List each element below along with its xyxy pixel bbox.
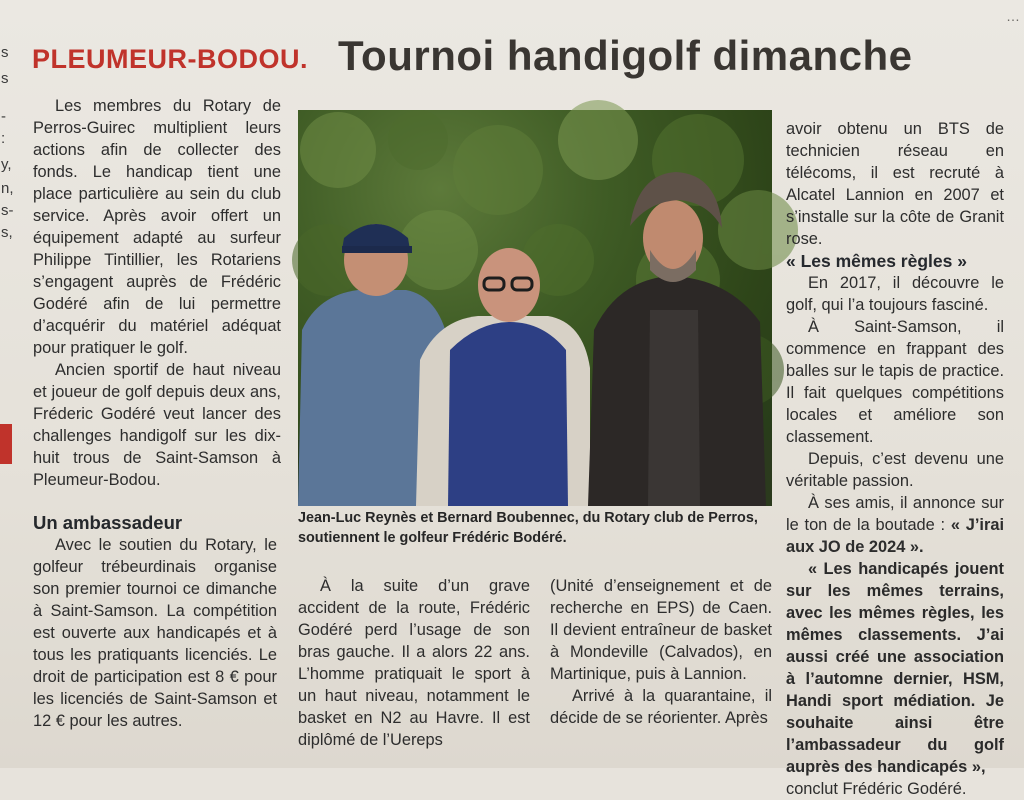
section-color-tab — [0, 424, 12, 464]
paragraph: Avec le soutien du Rotary, le golfeur trébeurdinais organise son premier tournoi ce dimanche à Saint-Samson. La compétition est ouverte aux handicapés et à tous les pratiquants licenciés. Le droit de participation est 8 € pour les licenciés de Saint-Samson et 12 € pour les autres. — [33, 536, 277, 730]
adjacent-column-fragment: s s - : y, n, s- s, — [1, 44, 14, 241]
quote-attribution: conclut Frédéric Godéré. — [786, 780, 967, 798]
subheading-ambassadeur: Un ambassadeur — [33, 512, 183, 533]
paragraph: À ses amis, il annonce sur le ton de la boutade : « J’irai aux JO de 2024 ». — [786, 494, 1004, 556]
paragraph: Depuis, c’est devenu une véritable passion. — [786, 450, 1004, 490]
pull-quote: « Les handicapés jouent sur les mêmes terrains, avec les mêmes règles, les mêmes classements. J’ai aussi créé une association à l’automne dernier, HSM, Handi sport médiation. Je souhaite ainsi être l’ambassadeur du golf auprès des handicapés », — [786, 560, 1004, 776]
column-3 — [550, 575, 772, 729]
article-photo — [298, 110, 772, 506]
paragraph: Ancien sportif de haut niveau et joueur de golf depuis deux ans, Fréderic Godéré veut lancer des challenges handigolf sur les dix-huit trous de Saint-Samson à Pleumeur-Bodou. — [33, 361, 281, 489]
column-2 — [298, 575, 530, 751]
adjacent-article-fragment: … — [1006, 8, 1020, 24]
paragraph: À Saint-Samson, il commence en frappant des balles sur le tapis de practice. Il fait quelques compétitions locales et améliore son classement. — [786, 318, 1004, 446]
location-kicker: PLEUMEUR-BODOU. — [32, 44, 308, 74]
paragraph: Les membres du Rotary de Perros-Guirec multiplient leurs actions afin de collecter des fonds. Le handicap tient une place particulière au sein du club service. Après avoir offert un équipement adapté au surfeur Philippe Tintillier, les Rotariens s’engagent auprès de Frédéric Godéré afin de lui permettre d’acquérir du matériel adéquat pour pratiquer le golf. — [33, 97, 281, 357]
paragraph: avoir obtenu un BTS de technicien réseau en télécoms, il est recruté à Alcatel Lannion en 2007 et s’installe sur la côte de Granit rose. — [786, 120, 1004, 248]
inline-quote: « J’irai aux JO de 2024 ». — [786, 516, 1004, 556]
paragraph: En 2017, il découvre le golf, qui l’a toujours fasciné. — [786, 274, 1004, 314]
column-4 — [786, 118, 1004, 800]
paragraph: À la suite d’un grave accident de la route, Frédéric Godéré perd l’usage de son bras gauche. Il a alors 22 ans. L’homme pratiquait le sport à un haut niveau, notamment le basket en N2 au Havre. Il est diplômé de l’Uereps — [298, 577, 530, 749]
article-header — [32, 30, 1012, 90]
article-title: Tournoi handigolf dimanche — [338, 32, 913, 79]
column-1-bottom — [33, 512, 277, 732]
subheading-memes-regles: « Les mêmes règles » — [786, 251, 967, 271]
paragraph: Arrivé à la quarantaine, il décide de se réorienter. Après — [550, 687, 772, 727]
photo-caption: Jean-Luc Reynès et Bernard Boubennec, du Rotary club de Perros, soutiennent le golfeur Frédéric Bodéré. — [298, 510, 758, 546]
paragraph: (Unité d’enseignement et de recherche en EPS) de Caen. Il devient entraîneur de basket à Mondeville (Calvados), en Martinique, puis à Lannion. — [550, 577, 772, 683]
column-1 — [33, 95, 281, 491]
